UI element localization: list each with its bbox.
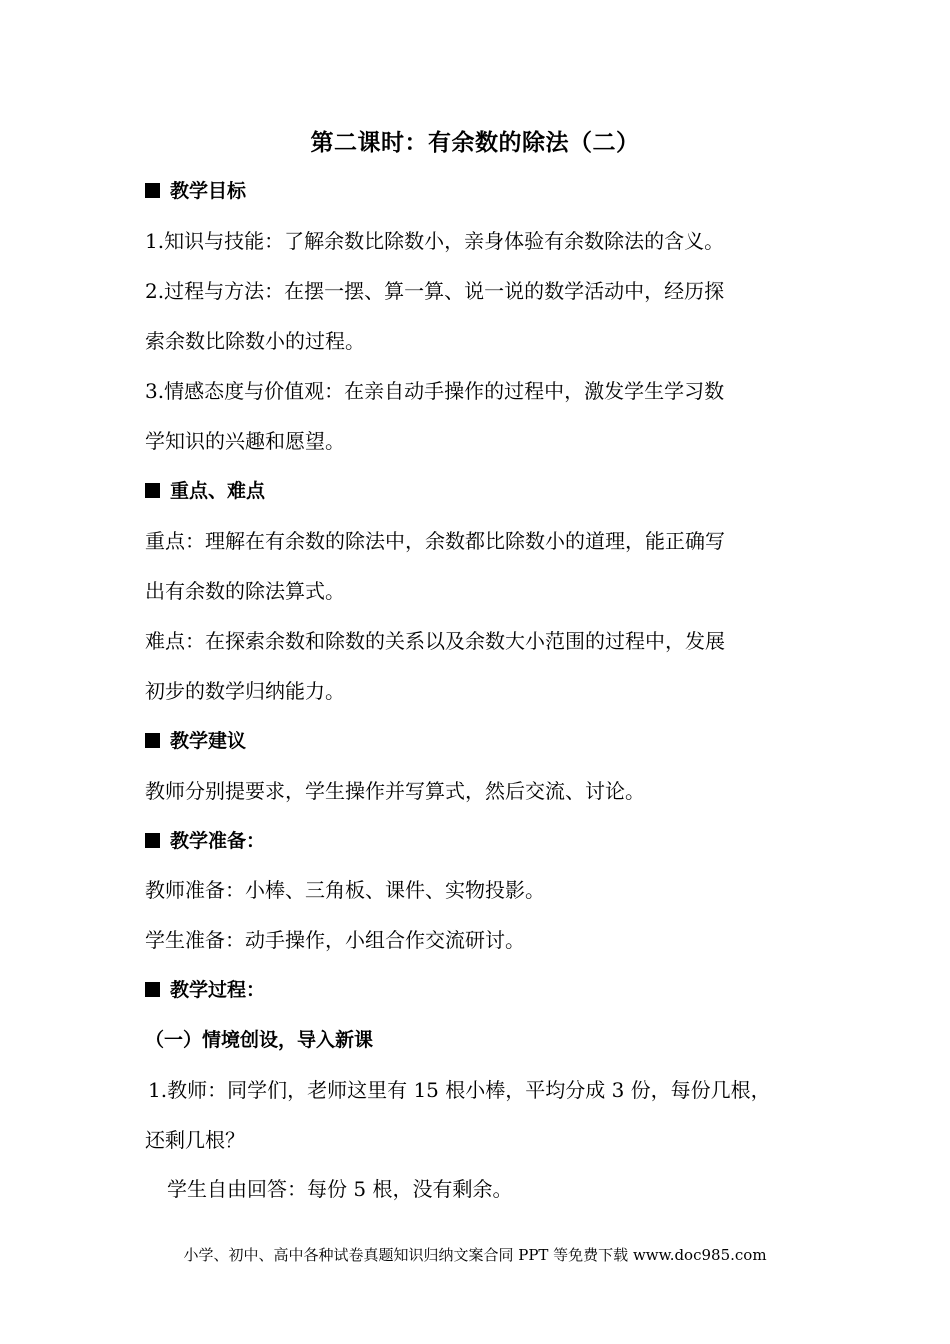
objective-line: 2.过程与方法：在摆一摆、算一算、说一说的数学活动中，经历探 [145,279,725,303]
black-square-bullet-icon [145,833,160,848]
key-point-line: 重点：理解在有余数的除法中，余数都比除数小的道理，能正确写 [145,529,725,553]
key-point-line: 难点：在探索余数和除数的关系以及余数大小范围的过程中，发展 [145,629,725,653]
process-subheading: （一）情境创设，导入新课 [145,1029,374,1051]
heading-text: 重点、难点 [170,480,266,502]
page-title: 第二课时：有余数的除法（二） [310,129,640,156]
black-square-bullet-icon [145,982,160,997]
key-point-line: 初步的数学归纳能力。 [145,679,345,703]
section-heading-process [145,975,265,1005]
black-square-bullet-icon [145,183,160,198]
section-heading-objectives [145,176,246,206]
key-point-line: 出有余数的除法算式。 [145,579,345,603]
suggestion-line: 教师分别提要求，学生操作并写算式，然后交流、讨论。 [145,779,645,803]
objective-line: 索余数比除数小的过程。 [145,329,365,353]
heading-text: 教学准备： [170,830,266,852]
section-heading-preparation [145,826,265,856]
objective-line: 1.知识与技能：了解余数比除数小，亲身体验有余数除法的含义。 [145,229,725,253]
heading-text: 教学建议 [170,730,247,752]
objective-line: 学知识的兴趣和愿望。 [145,429,345,453]
heading-text: 教学目标 [170,180,247,202]
black-square-bullet-icon [145,483,160,498]
section-heading-key-points [145,476,265,506]
page-footer: 小学、初中、高中各种试卷真题知识归纳文案合同 PPT 等免费下载 www.doc985.com [183,1246,767,1264]
black-square-bullet-icon [145,733,160,748]
preparation-line: 教师准备：小棒、三角板、课件、实物投影。 [145,878,545,902]
process-line: 还剩几根？ [145,1128,245,1152]
objective-line: 3.情感态度与价值观：在亲自动手操作的过程中，激发学生学习数 [145,379,725,403]
section-heading-suggestions [145,726,246,756]
process-line: 学生自由回答：每份 5 根，没有剩余。 [167,1177,513,1201]
preparation-line: 学生准备：动手操作，小组合作交流研讨。 [145,928,525,952]
process-line: 1.教师：同学们，老师这里有 15 根小棒，平均分成 3 份，每份几根， [148,1078,771,1102]
heading-text: 教学过程： [170,979,266,1001]
